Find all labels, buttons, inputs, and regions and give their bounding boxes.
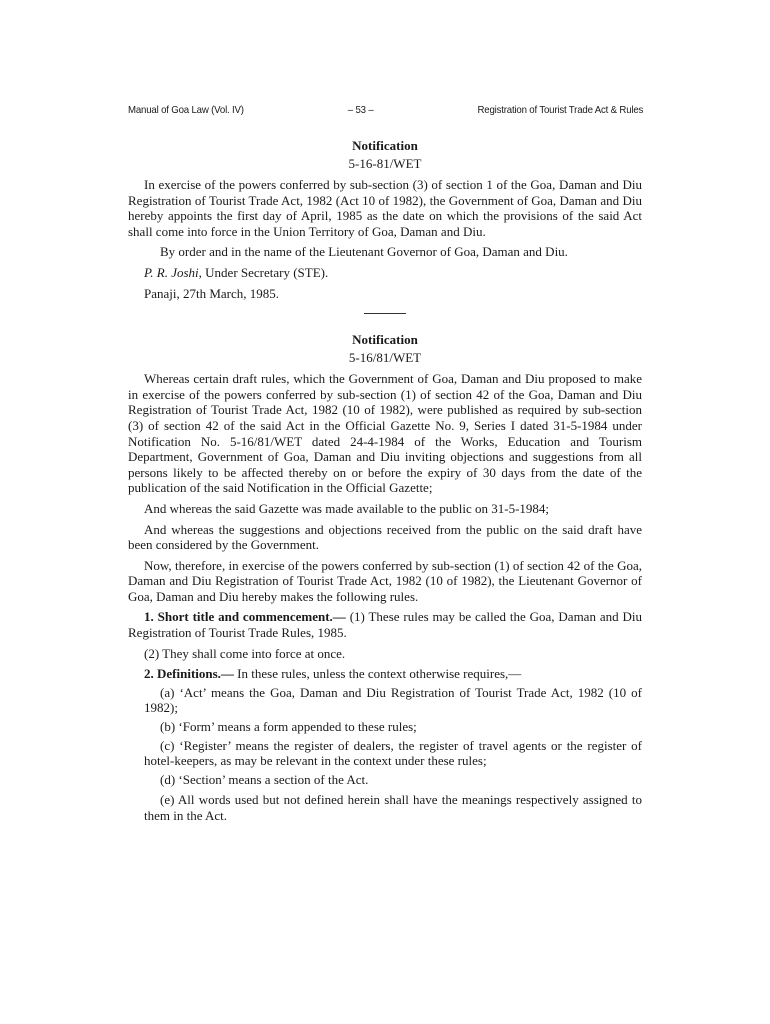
signatory-name: P. R. Joshi bbox=[144, 264, 199, 280]
notification1-number: 5-16-81/WET bbox=[348, 156, 422, 171]
header-right: Registration of Tourist Trade Act & Rules bbox=[477, 104, 644, 116]
notification2-para1: Whereas certain draft rules, which the Government of Goa, Daman and Diu proposed to make in exercise of the powers conferred by sub-section (1) of section 42 of the Goa, Daman and Diu Registration of Tourist Trade Act, 1982 (10 of 1982), were published as required by sub-section (3) of section 42 of the said Act in the Official Gazette No. 9, Series I dated 31-5-1984 under Notification No. 5-16/81/WET dated 24-4-1984 of the Works, Education and Tourism Department, Government of Goa, Daman and Diu inviting objections and suggestions from all persons likely to be affected thereby on or before the expiry of 30 days from the date of the publication of the said Notification in the Official Gazette; bbox=[128, 371, 642, 496]
definition-e: (e) All words used but not defined herein shall have the meanings respectively assigned to them in the Act. bbox=[144, 792, 642, 823]
rule1-text: (1) These rules may be called the Goa, Daman and Diu Registration of Tourist Trade Rules, 1985. bbox=[128, 609, 642, 641]
notification2-number: 5-16/81/WET bbox=[348, 350, 422, 366]
notification2-para2: And whereas the said Gazette was made available to the public on 31-5-1984; bbox=[144, 500, 550, 516]
definition-a: (a) ‘Act’ means the Goa, Daman and Diu Registration of Tourist Trade Act, 1982 (10 of 1982); bbox=[144, 684, 642, 716]
notification1-place-date: Panaji, 27th March, 1985. bbox=[144, 285, 280, 301]
document-page bbox=[128, 100, 642, 824]
rule2-text: In these rules, unless the context otherwise requires,— bbox=[233, 666, 522, 682]
notification1-title: Notification bbox=[352, 138, 418, 153]
header-left: Manual of Goa Law (Vol. IV) bbox=[128, 104, 244, 116]
signatory-title: , Under Secretary (STE). bbox=[198, 264, 329, 280]
rule1-sub2: (2) They shall come into force at once. bbox=[144, 645, 346, 661]
section-divider bbox=[364, 313, 406, 314]
rule2 bbox=[128, 666, 642, 682]
running-header bbox=[128, 100, 643, 120]
rule1-heading: 1. Short title and commencement.— bbox=[144, 609, 346, 625]
notification2-para3: And whereas the suggestions and objections received from the public on the said draft have been considered by the Government. bbox=[128, 521, 642, 553]
rule2-heading: 2. Definitions.— bbox=[144, 666, 234, 682]
notification2-title: Notification bbox=[352, 332, 418, 348]
definition-d: (d) ‘Section’ means a section of the Act. bbox=[160, 771, 369, 787]
definition-c: (c) ‘Register’ means the register of dealers, the register of travel agents or the register of hotel-keepers, as may be relevant in the context under these rules; bbox=[144, 737, 642, 769]
notification1-body: In exercise of the powers conferred by sub-section (3) of section 1 of the Goa, Daman and Diu Registration of Tourist Trade Act, 1982 (Act 10 of 1982), the Government of Goa, Daman and Diu hereby appoints the first day of April, 1985 as the date on which the provisions of the said Act shall come into force in the Union Territory of Goa, Daman and Diu. bbox=[128, 177, 642, 239]
rule1 bbox=[128, 609, 642, 640]
notification2-para4: Now, therefore, in exercise of the powers conferred by sub-section (1) of section 42 of the Goa, Daman and Diu Registration of Tourist Trade Act, 1982 (10 of 1982), the Lieutenant Governor of Goa, Daman and Diu hereby makes the following rules. bbox=[128, 557, 642, 604]
notification1-order: By order and in the name of the Lieutenant Governor of Goa, Daman and Diu. bbox=[160, 244, 568, 260]
definition-b: (b) ‘Form’ means a form appended to these rules; bbox=[160, 719, 417, 735]
header-page-number: – 53 – bbox=[347, 104, 374, 116]
notification1-signatory bbox=[128, 265, 642, 281]
